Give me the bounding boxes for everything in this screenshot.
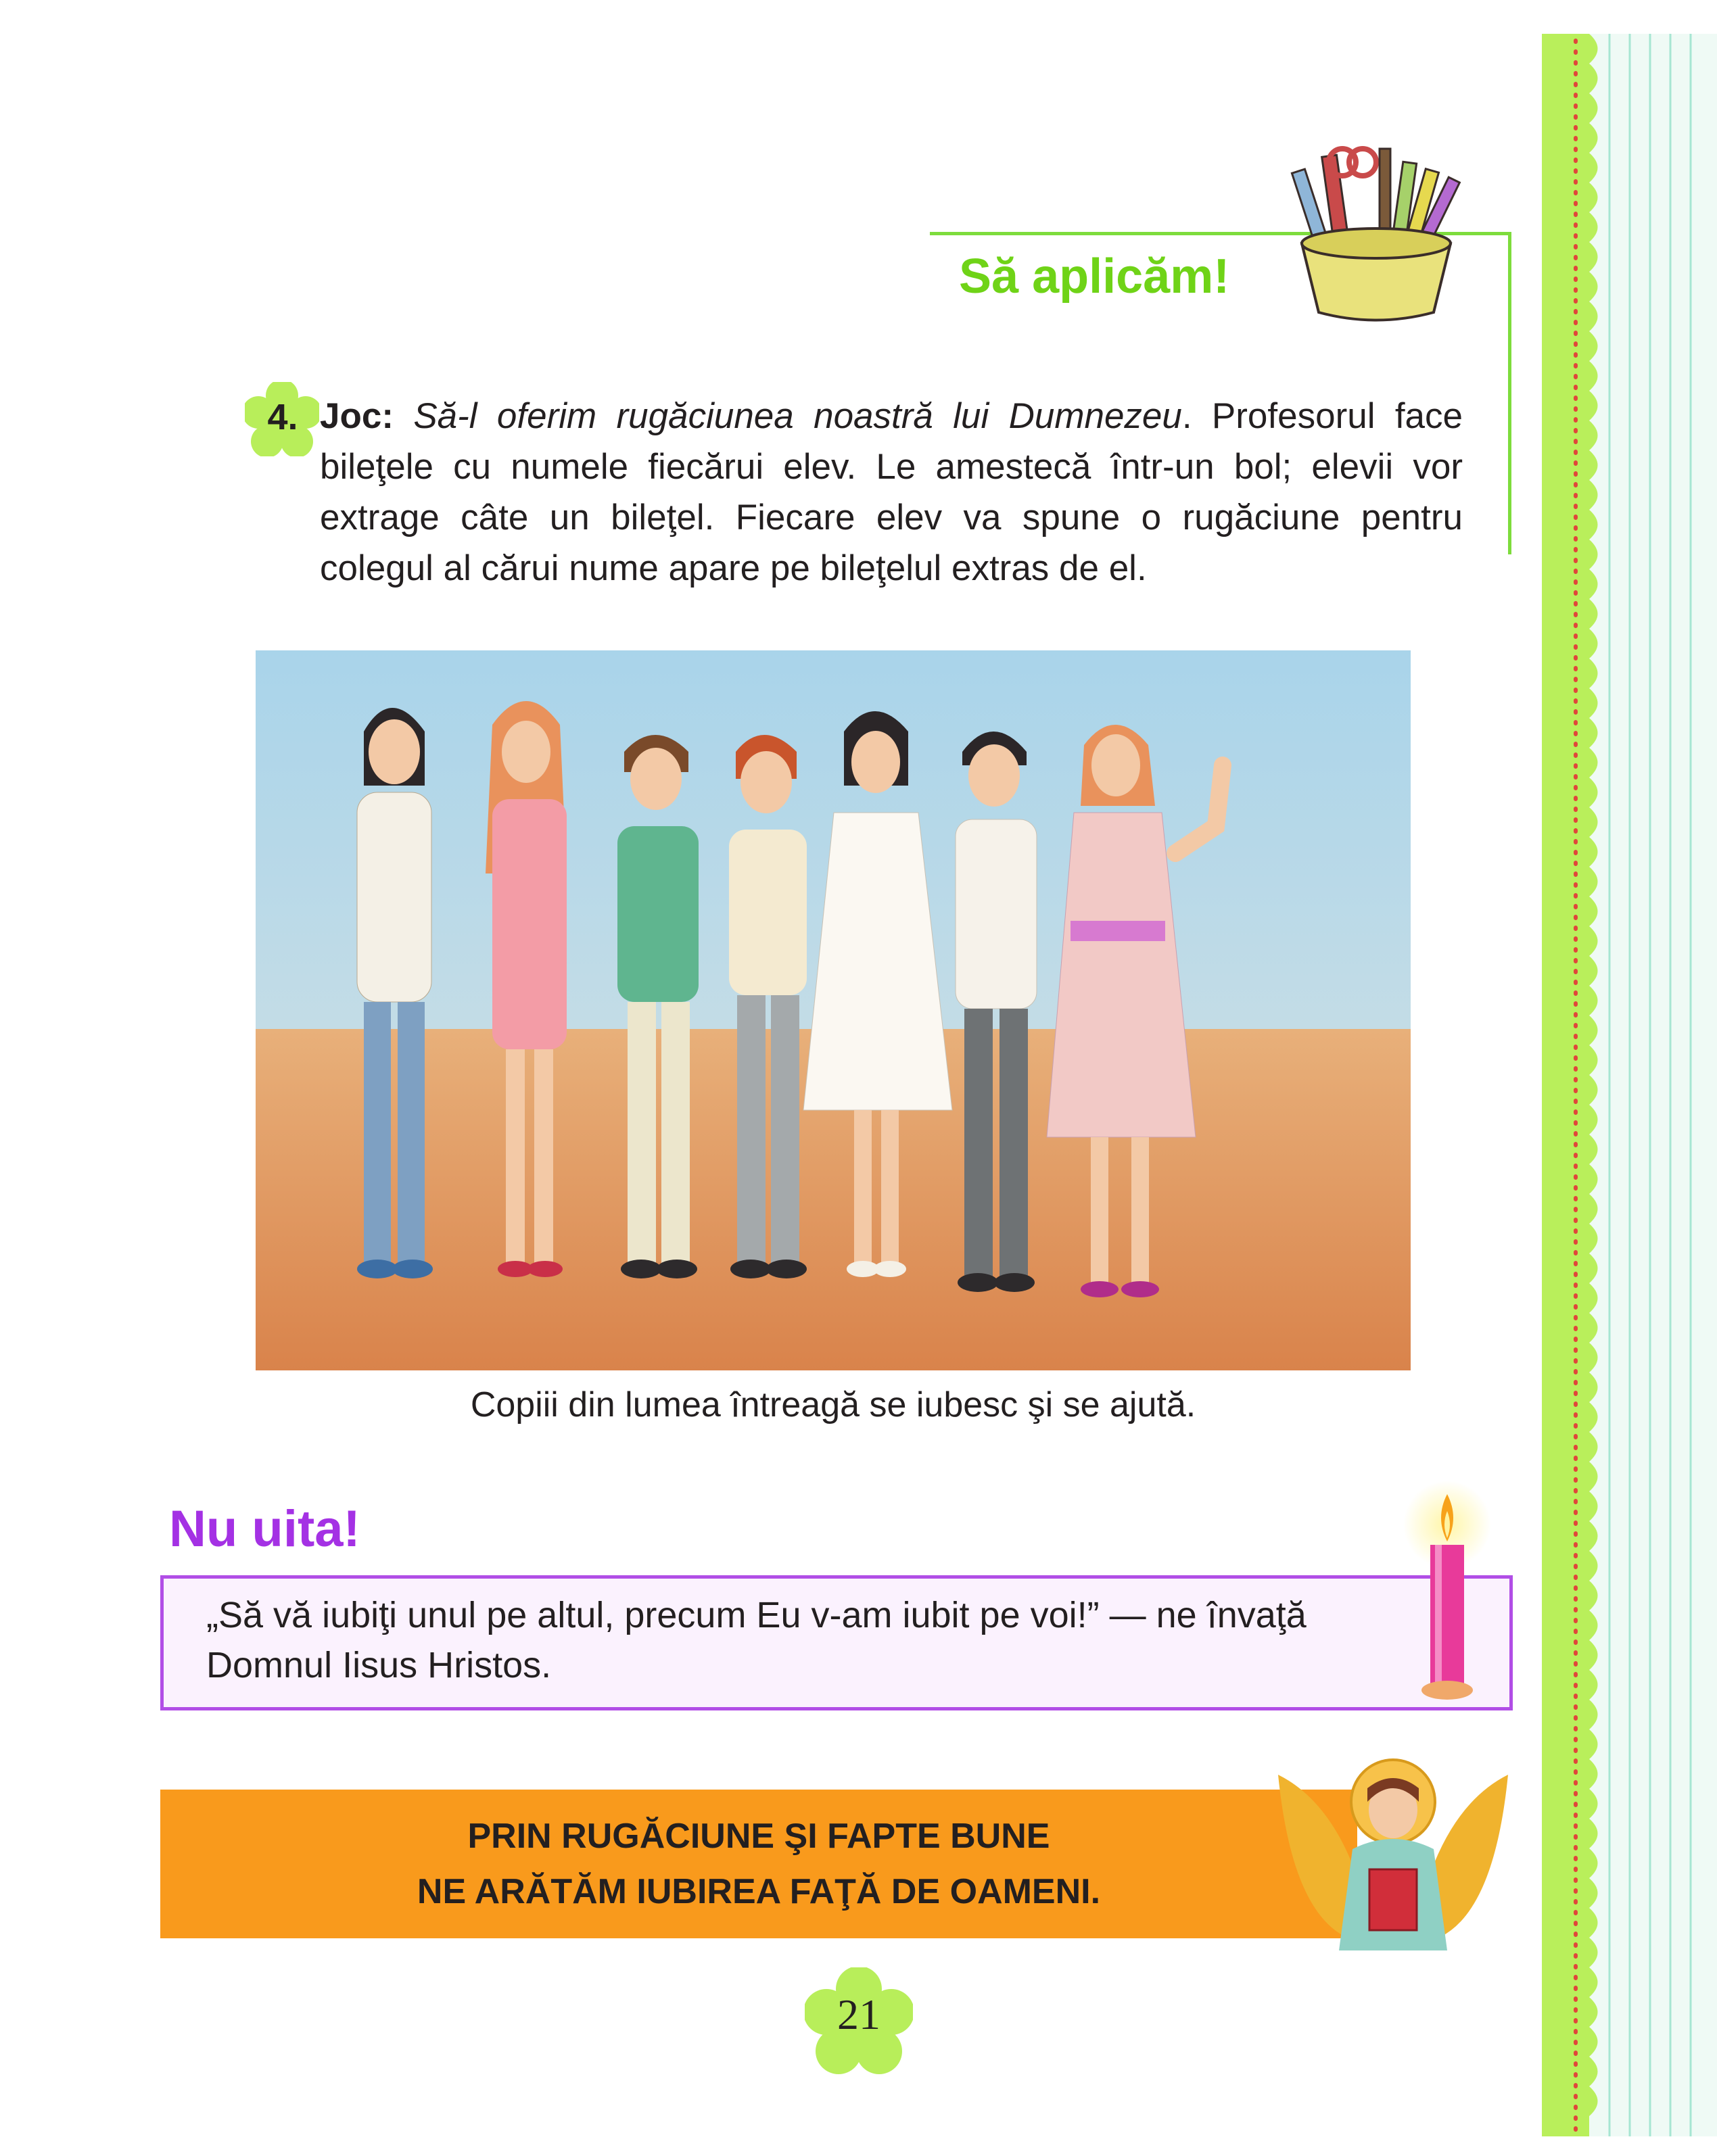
quote-line-2: Domnul Iisus Hristos. <box>206 1645 552 1685</box>
children-illustration <box>256 650 1411 1370</box>
decorative-side-border <box>1542 34 1717 2136</box>
candle-icon <box>1400 1477 1495 1707</box>
section-rule-vertical <box>1508 232 1511 554</box>
section-title: Să aplicăm! <box>959 249 1230 304</box>
quote-text <box>206 1590 1356 1690</box>
conclusion-line-1: PRIN RUGĂCIUNE ŞI FAPTE BUNE <box>467 1817 1050 1856</box>
page-number: 21 <box>837 1990 880 2038</box>
game-title: Să-l oferim rugăciunea noastră lui Dumnezeu <box>413 396 1182 436</box>
pencil-cup-icon <box>1278 135 1474 325</box>
exercise-number: 4. <box>267 397 298 437</box>
conclusion-line-2: NE ARĂTĂM IUBIREA FAŢĂ DE OAMENI. <box>417 1872 1101 1911</box>
angel-icon <box>1265 1748 1522 1950</box>
exercise-instructions: . Profesorul face bileţele cu numele fiecărui elev. Le amestecă într-un bol; elevii vor extrage câte un bileţel. Fiecare elev va spune o rugăciune pentru colegul al cărui nume apare pe bileţelul extras de el. <box>320 396 1463 588</box>
exercise-text <box>320 391 1463 594</box>
quote-line-1: „Să vă iubiţi unul pe altul, precum Eu v-am iubit pe voi!” — ne învaţă <box>206 1595 1307 1635</box>
exercise-label: Joc: <box>320 396 394 436</box>
illustration-caption: Copiii din lumea întreagă se iubesc şi se ajută. <box>470 1385 1196 1424</box>
remember-title: Nu uita! <box>169 1500 360 1558</box>
conclusion-text <box>160 1808 1357 1919</box>
